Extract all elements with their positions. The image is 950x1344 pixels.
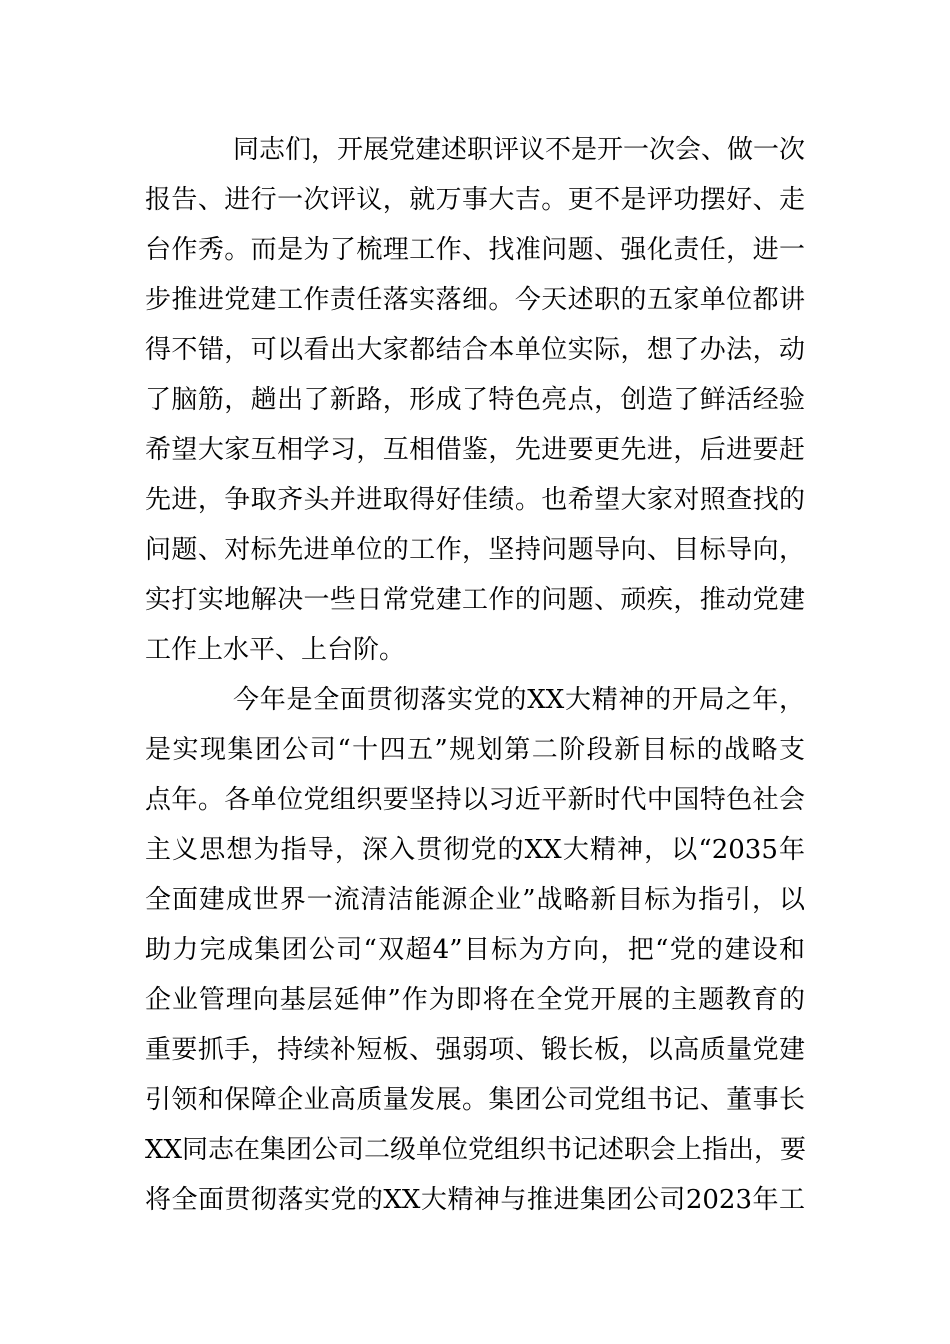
paragraph-2-line-7: 企业管理向基层延伸”作为即将在全党开展的主题教育的: [145, 985, 805, 1015]
paragraph-1-line-1: 同志们，开展党建述职评议不是开一次会、做一次: [233, 135, 806, 165]
paragraph-1-line-8: 先进，争取齐头并进取得好佳绩。也希望大家对照查找的: [145, 485, 805, 515]
paragraph-1-line-5: 得不错，可以看出大家都结合本单位实际，想了办法，动: [145, 335, 805, 365]
paragraph-1-line-4: 步推进党建工作责任落实落细。今天述职的五家单位都讲: [145, 285, 805, 315]
paragraph-1-line-2: 报告、进行一次评议，就万事大吉。更不是评功摆好、走: [145, 185, 805, 215]
paragraph-2-line-1: 今年是全面贯彻落实党的XX大精神的开局之年，: [233, 685, 805, 715]
paragraph-2-line-4: 主义思想为指导，深入贯彻党的XX大精神，以“2035年: [145, 835, 805, 865]
paragraph-2-line-6: 助力完成集团公司“双超4”目标为方向，把“党的建设和: [145, 935, 805, 965]
paragraph-2-line-9: 引领和保障企业高质量发展。集团公司党组书记、董事长: [145, 1085, 805, 1115]
paragraph-1-line-3: 台作秀。而是为了梳理工作、找准问题、强化责任，进一: [145, 235, 805, 265]
paragraph-2-line-10: XX同志在集团公司二级单位党组织书记述职会上指出，要: [145, 1135, 807, 1165]
paragraph-2-line-5: 全面建成世界一流清洁能源企业”战略新目标为指引，以: [145, 885, 805, 915]
paragraph-2-line-11: 将全面贯彻落实党的XX大精神与推进集团公司2023年工: [145, 1185, 805, 1215]
paragraph-2-line-2: 是实现集团公司“十四五”规划第二阶段新目标的战略支: [145, 735, 805, 765]
paragraph-1-line-11: 工作上水平、上台阶。: [145, 635, 406, 665]
paragraph-1-line-10: 实打实地解决一些日常党建工作的问题、顽疾，推动党建: [145, 585, 805, 615]
paragraph-2-line-8: 重要抓手，持续补短板、强弱项、锻长板，以高质量党建: [145, 1035, 805, 1065]
paragraph-1-line-7: 希望大家互相学习，互相借鉴，先进要更先进，后进要赶: [145, 435, 805, 465]
paragraph-1-line-9: 问题、对标先进单位的工作，坚持问题导向、目标导向，: [145, 535, 805, 565]
paragraph-2-line-3: 点年。各单位党组织要坚持以习近平新时代中国特色社会: [145, 785, 805, 815]
paragraph-1-line-6: 了脑筋，趟出了新路，形成了特色亮点，创造了鲜活经验: [145, 385, 805, 415]
